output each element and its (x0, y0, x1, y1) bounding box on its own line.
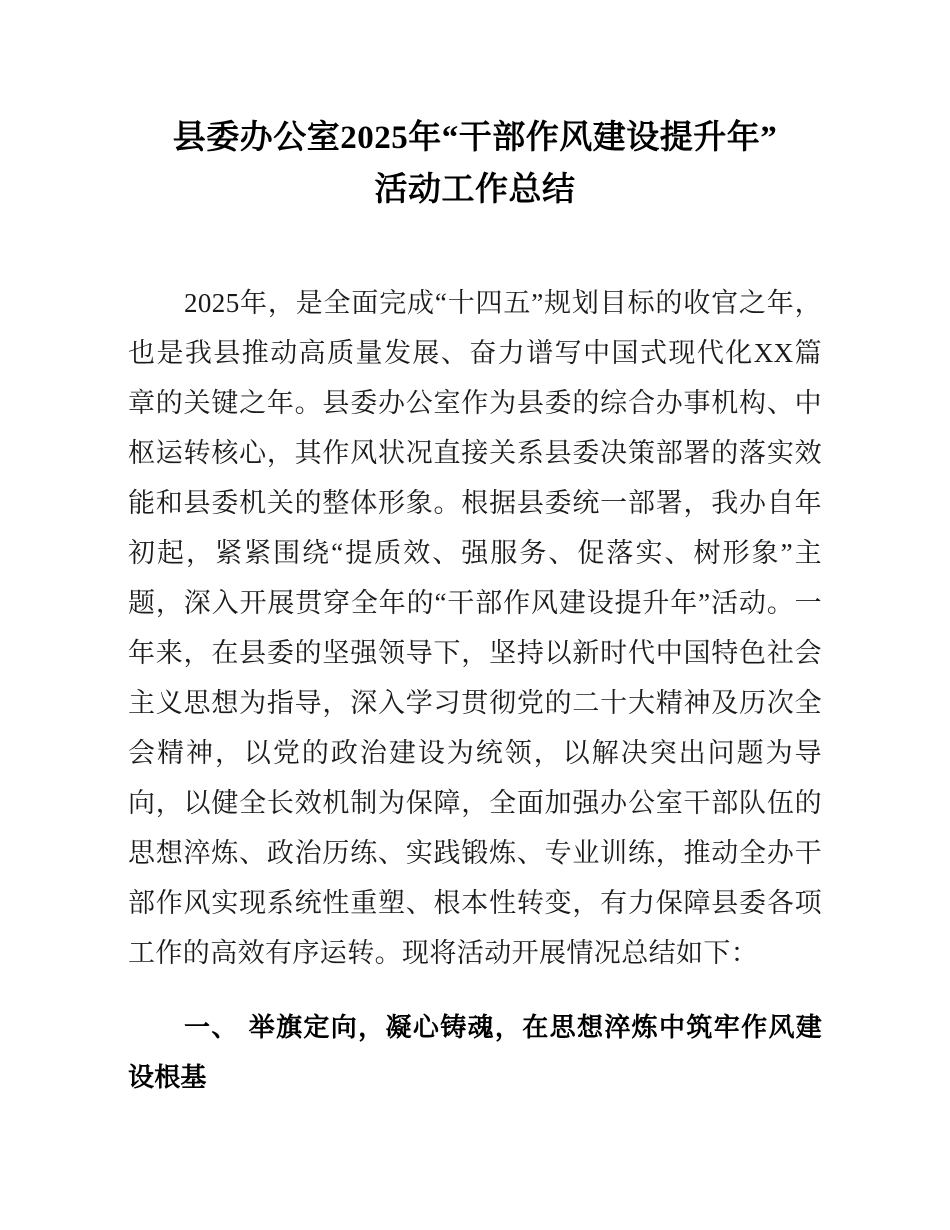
page-title (128, 0, 822, 216)
page-title-line-2: 活动工作总结 (374, 172, 576, 208)
page-title-line-1: 县委办公室2025年“干部作风建设提升年” (172, 120, 778, 156)
section-title-1: 举旗定向，凝心铸魂，在思想淬炼中筑牢作风建设根基 (128, 1013, 823, 1093)
document-content (128, 0, 822, 1103)
paragraph-intro: 2025年，是全面完成“十四五”规划目标的收官之年，也是我县推动高质量发展、奋力谱写中国式现代化XX篇章的关键之年。县委办公室作为县委的综合办事机构、中枢运转核心，其作风状况直接关系县委决策部署的落实效能和县委机关的整体形象。根据县委统一部署，我办自年初起，紧紧围绕“提质效、强服务、促落实、树形象”主题，深入开展贯穿全年的“干部作风建设提升年”活动。一年来，在县委的坚强领导下，坚持以新时代中国特色社会主义思想为指导，深入学习贯彻党的二十大精神及历次全会精神，以党的政治建设为统领，以解决突出问题为导向，以健全长效机制为保障，全面加强办公室干部队伍的思想淬炼、政治历练、实践锻炼、专业训练，推动全办干部作风实现系统性重塑、根本性转变，有力保障县委各项工作的高效有序运转。现将活动开展情况总结如下： (128, 288, 822, 968)
section-number-1: 一、 (184, 1013, 239, 1043)
section-heading-1 (128, 978, 822, 1103)
document-body (128, 278, 822, 1103)
